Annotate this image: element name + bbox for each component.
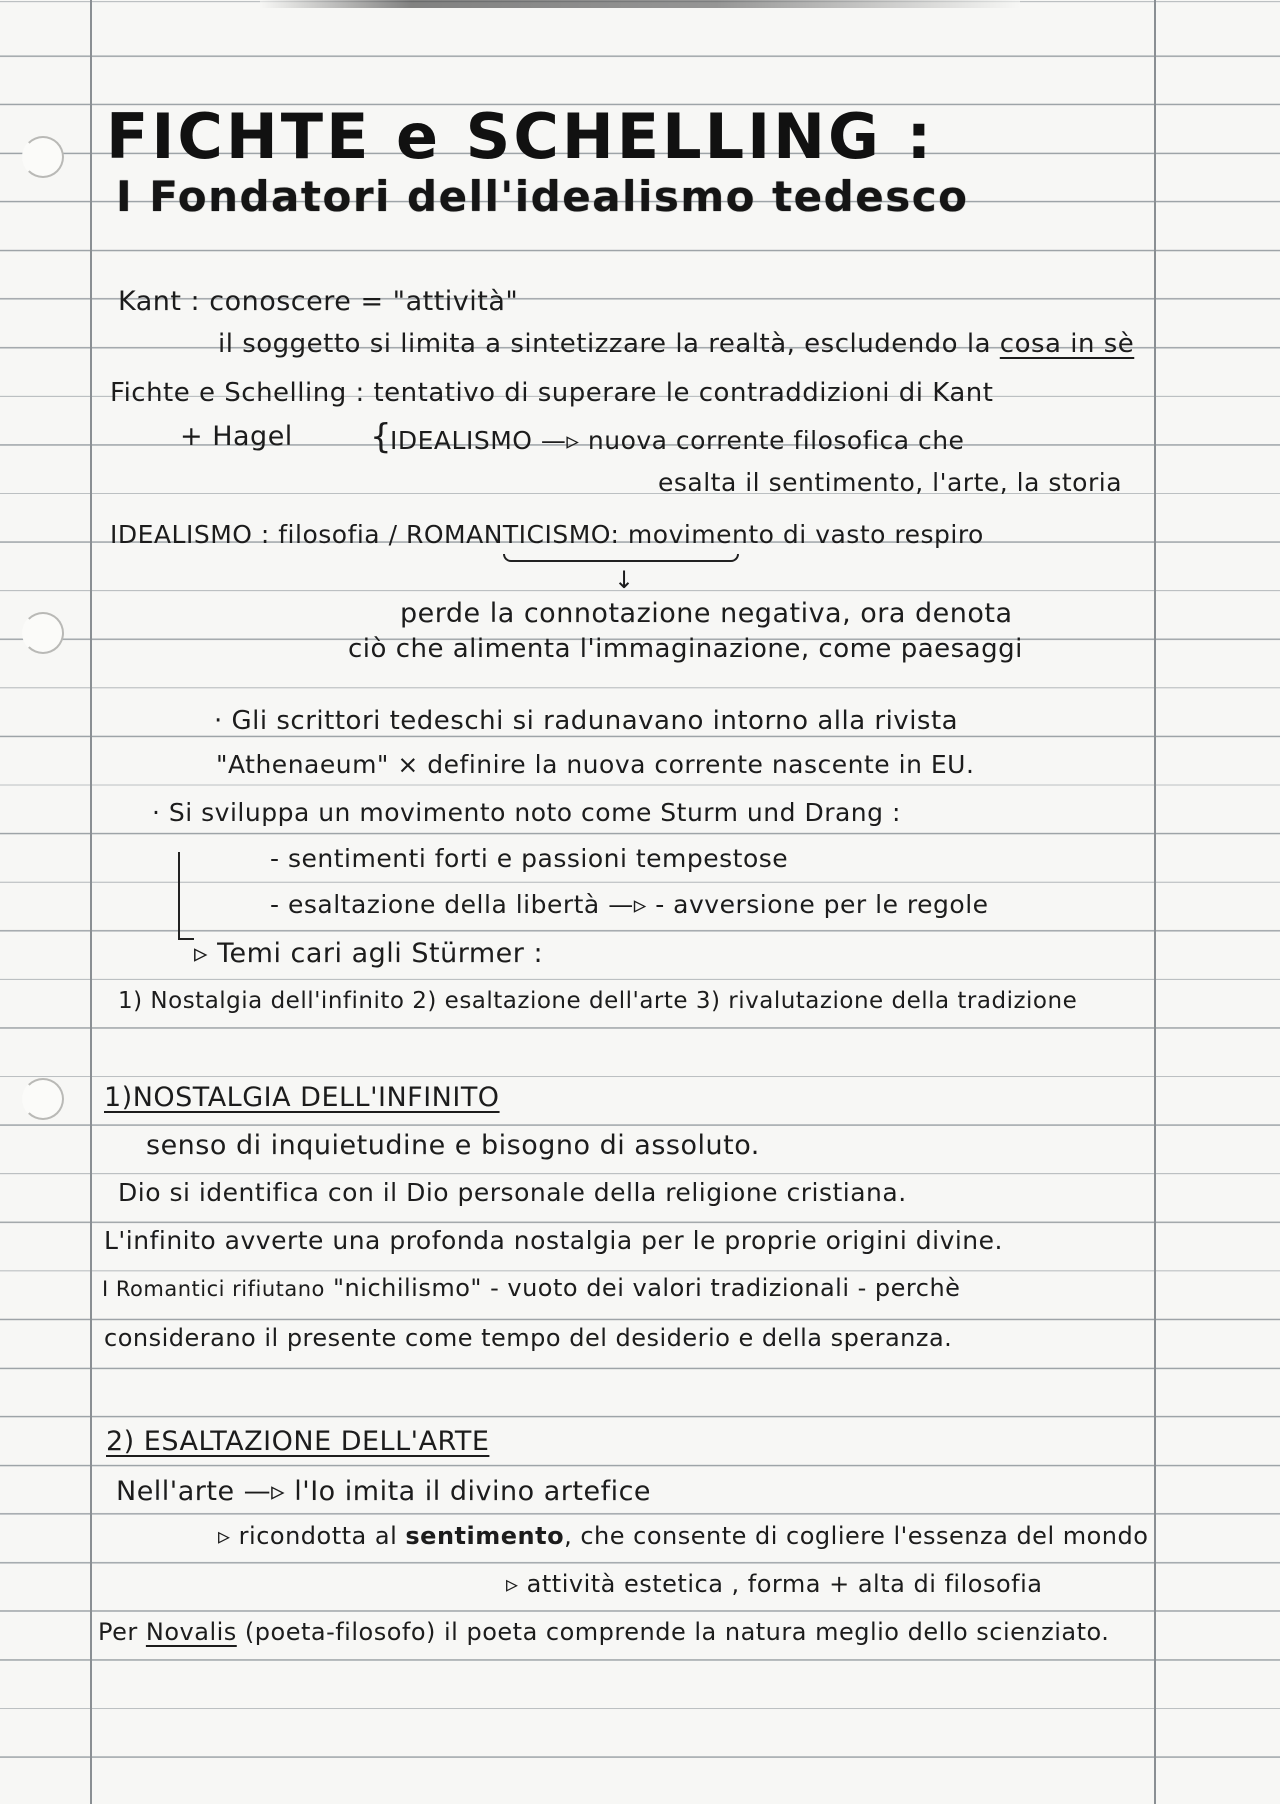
note-text: IDEALISMO : filosofia / bbox=[110, 520, 398, 549]
note-line bbox=[110, 522, 984, 547]
note-line: Nell'arte —▹ l'Io imita il divino artefice bbox=[116, 1476, 652, 1507]
note-line: "Athenaeum" × definire la nuova corrente nascente in EU. bbox=[216, 750, 975, 779]
note-line: + Hagel bbox=[180, 421, 293, 452]
note-line: Fichte e Schelling : tentativo di superare le contraddizioni di Kant bbox=[110, 378, 994, 408]
note-line bbox=[102, 1276, 960, 1300]
note-line: ▹ attività estetica , forma + alta di filosofia bbox=[506, 1570, 1043, 1598]
note-line: ▹ Temi cari agli Stürmer : bbox=[194, 938, 544, 969]
page-subtitle: I Fondatori dell'idealismo tedesco bbox=[116, 172, 969, 221]
list-bracket bbox=[178, 852, 194, 940]
note-text: · Si sviluppa un movimento noto come bbox=[152, 798, 661, 827]
punch-hole bbox=[22, 1078, 64, 1120]
page-title: FICHTE e SCHELLING : bbox=[106, 100, 935, 173]
note-line: IDEALISMO —▹ nuova corrente filosofica che bbox=[390, 426, 965, 455]
note-text: Per bbox=[98, 1618, 146, 1646]
right-margin-line bbox=[1154, 0, 1156, 1804]
note-text: ▹ ricondotta al bbox=[218, 1522, 406, 1550]
note-line: · Gli scrittori tedeschi si radunavano intorno alla rivista bbox=[214, 706, 959, 736]
scan-edge bbox=[260, 0, 1020, 8]
note-line: L'infinito avverte una profonda nostalgia per le proprie origini divine. bbox=[104, 1226, 1003, 1255]
note-line bbox=[152, 800, 901, 825]
note-text: (poeta-filosofo) il poeta comprende la natura meglio dello scienziato. bbox=[236, 1618, 1110, 1646]
note-text: il soggetto si limita a sintetizzare la realtà, escludendo la bbox=[218, 329, 1000, 359]
note-line: 1) Nostalgia dell'infinito 2) esaltazione dell'arte 3) rivalutazione della tradizione bbox=[118, 988, 1078, 1014]
underline-bracket bbox=[503, 554, 739, 562]
note-line: esalta il sentimento, l'arte, la storia bbox=[658, 468, 1123, 497]
note-line bbox=[98, 1620, 1109, 1644]
section-heading: 1)NOSTALGIA DELL'INFINITO bbox=[104, 1082, 500, 1113]
note-text: I Romantici rifiutano bbox=[102, 1277, 325, 1301]
underlined-text: cosa in sè bbox=[999, 329, 1135, 359]
section-heading: 2) ESALTAZIONE DELL'ARTE bbox=[106, 1426, 490, 1457]
note-line: - sentimenti forti e passioni tempestose bbox=[270, 844, 789, 873]
punch-hole bbox=[22, 136, 64, 178]
punch-hole bbox=[22, 612, 64, 654]
note-line: considerano il presente come tempo del desiderio e della speranza. bbox=[104, 1324, 953, 1352]
highlight-term: ROMANTICISMO: bbox=[405, 520, 620, 549]
note-line: - esaltazione della libertà —▹ - avversione per le regole bbox=[270, 890, 989, 919]
left-margin-line bbox=[90, 0, 92, 1804]
note-text: , che consente di cogliere l'essenza del mondo bbox=[564, 1522, 1149, 1550]
note-line: Kant : conoscere = "attività" bbox=[118, 286, 519, 317]
down-arrow: ↓ bbox=[614, 566, 635, 594]
note-text: movimento di vasto respiro bbox=[619, 520, 984, 549]
sturm-und-drang: Sturm und Drang : bbox=[660, 798, 901, 827]
note-text: "nichilismo" - vuoto dei valori tradizionali - perchè bbox=[324, 1274, 961, 1302]
note-line: Dio si identifica con il Dio personale della religione cristiana. bbox=[118, 1178, 907, 1207]
note-line: ciò che alimenta l'immaginazione, come paesaggi bbox=[348, 634, 1023, 664]
note-line bbox=[218, 1524, 1148, 1548]
note-line: senso di inquietudine e bisogno di assoluto. bbox=[146, 1130, 760, 1161]
note-line: perde la connotazione negativa, ora denota bbox=[400, 598, 1013, 629]
bold-term: sentimento bbox=[405, 1522, 565, 1550]
note-line bbox=[218, 331, 1134, 357]
underlined-text: Novalis bbox=[145, 1618, 237, 1646]
curly-brace: { bbox=[370, 417, 392, 457]
